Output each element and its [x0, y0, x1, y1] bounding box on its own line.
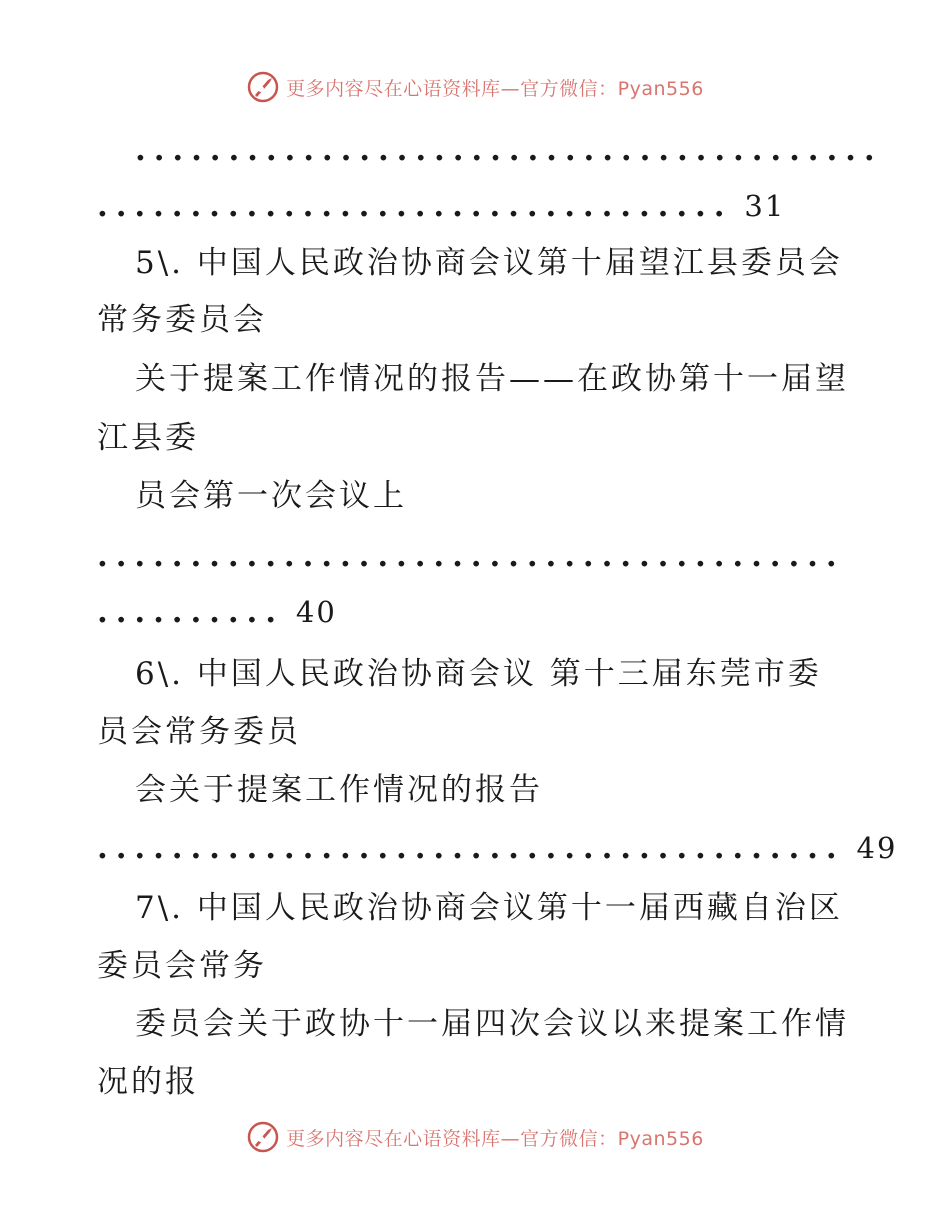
leader-dot: . — [265, 830, 276, 866]
leader-dot: . — [526, 188, 538, 224]
leader-dot: . — [414, 830, 426, 866]
leader-dot: . — [489, 830, 501, 866]
leader-dot: . — [769, 538, 781, 574]
leader-dot: . — [489, 188, 501, 224]
leader-dot: . — [564, 188, 575, 224]
toc-entry-title: 员会第一次会议上 — [135, 478, 407, 514]
leader-dot: . — [601, 538, 613, 574]
toc-leader-dots — [97, 592, 337, 632]
leader-dot: . — [470, 830, 482, 866]
toc-leader-dots — [97, 536, 845, 576]
leader-dot: . — [302, 538, 314, 574]
leader-dot: . — [433, 538, 445, 574]
leader-dot: . — [415, 132, 427, 168]
toc-entry-title: 员会常务委员 — [97, 714, 301, 750]
toc-entry-title: 况的报 — [97, 1064, 199, 1100]
leader-dot: . — [807, 538, 818, 574]
leader-dot: . — [732, 538, 744, 574]
leader-dot: . — [284, 132, 296, 168]
leader-dot: . — [396, 188, 407, 224]
leader-dot: . — [171, 188, 183, 224]
leader-dot: . — [713, 830, 725, 866]
leader-dot: . — [115, 830, 127, 866]
leader-dot: . — [733, 132, 744, 168]
leader-dot: . — [191, 132, 202, 168]
leader-dot: . — [788, 538, 800, 574]
leader-dot: . — [638, 830, 650, 866]
leader-dot: . — [283, 830, 295, 866]
leader-dot: . — [265, 132, 277, 168]
leader-dot: . — [638, 188, 650, 224]
leader-dot: . — [471, 132, 483, 168]
leader-dot: . — [246, 594, 258, 630]
toc-page-number: 31 — [744, 189, 786, 223]
leader-dot: . — [265, 188, 276, 224]
leader-dot: . — [582, 830, 594, 866]
leader-dot: . — [171, 538, 183, 574]
leader-dot: . — [583, 132, 595, 168]
leader-dot: . — [845, 132, 856, 168]
leader-dot: . — [209, 188, 220, 224]
leader-dot: . — [265, 594, 276, 630]
leader-dot: . — [209, 830, 220, 866]
leader-dot: . — [134, 594, 146, 630]
toc-entry-title: 7\. 中国人民政治协商会议第十一届西藏自治区 — [135, 890, 843, 926]
leader-dot: . — [209, 538, 220, 574]
leader-dot: . — [283, 188, 295, 224]
toc-page-number: 40 — [295, 595, 337, 629]
leader-dot: . — [265, 538, 276, 574]
toc-leader-dots — [135, 130, 883, 170]
leader-dot: . — [303, 132, 314, 168]
leader-dot: . — [546, 132, 557, 168]
leader-dot: . — [97, 830, 108, 866]
toc-page-number: 49 — [856, 831, 898, 865]
leader-dot: . — [115, 188, 127, 224]
leader-dot: . — [545, 188, 557, 224]
leader-dot: . — [639, 132, 651, 168]
leader-dot: . — [377, 538, 389, 574]
leader-dot: . — [826, 132, 838, 168]
leader-dot: . — [172, 132, 184, 168]
leader-dot: . — [153, 594, 164, 630]
footer-watermark — [0, 1120, 950, 1154]
leader-dot: . — [358, 538, 370, 574]
leader-dot: . — [97, 538, 108, 574]
leader-dot: . — [377, 830, 389, 866]
leader-dot: . — [751, 132, 763, 168]
leader-dot: . — [527, 132, 539, 168]
leader-dot: . — [134, 538, 146, 574]
leader-dot: . — [321, 538, 333, 574]
leader-dot: . — [339, 538, 351, 574]
leader-dot: . — [246, 188, 258, 224]
leader-dot: . — [508, 538, 519, 574]
toc-entry-title: 关于提案工作情况的报告——在政协第十一届望 — [135, 361, 849, 397]
leader-dot: . — [564, 538, 575, 574]
leader-dot: . — [713, 188, 725, 224]
toc-entry-title: 委员会关于政协十一届四次会议以来提案工作情 — [135, 1006, 849, 1042]
leader-dot: . — [769, 830, 781, 866]
leader-dot: . — [545, 830, 557, 866]
leader-dot: . — [190, 188, 202, 224]
toc-entry-title: 常务委员会 — [97, 302, 267, 338]
leader-dot: . — [470, 188, 482, 224]
leader-dot: . — [153, 538, 164, 574]
toc-entry-title: 会关于提案工作情况的报告 — [135, 772, 543, 808]
leader-dot: . — [789, 132, 800, 168]
leader-dot: . — [377, 132, 389, 168]
leader-dot: . — [863, 132, 875, 168]
toc-entry-title: 江县委 — [97, 420, 199, 456]
leader-dot: . — [190, 594, 202, 630]
leader-dot: . — [676, 188, 688, 224]
leader-dot: . — [228, 132, 240, 168]
leader-dot: . — [508, 188, 519, 224]
leader-dot: . — [340, 132, 352, 168]
leader-dot: . — [321, 132, 333, 168]
leader-dot: . — [246, 538, 258, 574]
toc-leader-dots — [97, 186, 785, 226]
leader-dot: . — [190, 538, 202, 574]
leader-dot: . — [602, 132, 613, 168]
leader-dot: . — [321, 830, 333, 866]
leader-dot: . — [115, 538, 127, 574]
leader-dot: . — [396, 538, 407, 574]
leader-dot: . — [135, 132, 146, 168]
leader-dot: . — [658, 132, 670, 168]
leader-dot: . — [246, 830, 258, 866]
leader-dot: . — [601, 830, 613, 866]
leader-dot: . — [695, 538, 706, 574]
leader-dot: . — [209, 132, 221, 168]
leader-dot: . — [657, 538, 669, 574]
leader-dot: . — [601, 188, 613, 224]
leader-dot: . — [807, 132, 819, 168]
leader-dot: . — [302, 188, 314, 224]
leader-dot: . — [414, 188, 426, 224]
leader-dot: . — [434, 132, 445, 168]
leader-dot: . — [134, 830, 146, 866]
leader-dot: . — [247, 132, 258, 168]
leader-dot: . — [227, 188, 239, 224]
leader-dot: . — [97, 594, 108, 630]
toc-entry-title: 委员会常务 — [97, 948, 267, 984]
leader-dot: . — [452, 132, 464, 168]
leader-dot: . — [770, 132, 782, 168]
leader-dot: . — [657, 188, 669, 224]
leader-dot: . — [714, 132, 726, 168]
leader-dot: . — [227, 830, 239, 866]
watermark-text: 更多内容尽在心语资料库—官方微信：Pyan556 — [286, 1127, 704, 1150]
leader-dot: . — [227, 538, 239, 574]
leader-dot: . — [396, 830, 407, 866]
leader-dot: . — [433, 188, 445, 224]
leader-dot: . — [825, 830, 837, 866]
leader-dot: . — [302, 830, 314, 866]
leader-dot: . — [732, 830, 744, 866]
leader-dot: . — [657, 830, 669, 866]
leader-dot: . — [713, 538, 725, 574]
leader-dot: . — [582, 538, 594, 574]
leader-dot: . — [359, 132, 371, 168]
leader-dot: . — [153, 830, 164, 866]
leader-dot: . — [358, 830, 370, 866]
leader-dot: . — [283, 538, 295, 574]
leader-dot: . — [564, 132, 576, 168]
leader-dot: . — [695, 830, 706, 866]
leader-dot: . — [751, 830, 762, 866]
leader-dot: . — [227, 594, 239, 630]
leader-dot: . — [396, 132, 408, 168]
quill-logo-icon — [246, 1120, 280, 1154]
leader-dot: . — [695, 188, 706, 224]
leader-dot: . — [526, 538, 538, 574]
leader-dot: . — [526, 830, 538, 866]
leader-dot: . — [452, 538, 463, 574]
leader-dot: . — [339, 830, 351, 866]
leader-dot: . — [676, 538, 688, 574]
leader-dot: . — [620, 830, 632, 866]
leader-dot: . — [171, 830, 183, 866]
leader-dot: . — [508, 830, 519, 866]
leader-dot: . — [190, 830, 202, 866]
leader-dot: . — [414, 538, 426, 574]
toc-entry-title: 6\. 中国人民政治协商会议 第十三届东莞市委 — [135, 656, 822, 692]
leader-dot: . — [134, 188, 146, 224]
leader-dot: . — [676, 830, 688, 866]
leader-dot: . — [321, 188, 333, 224]
leader-dot: . — [807, 830, 818, 866]
leader-dot: . — [695, 132, 707, 168]
leader-dot: . — [358, 188, 370, 224]
toc-entry-title: 5\. 中国人民政治协商会议第十届望江县委员会 — [135, 245, 843, 281]
leader-dot: . — [825, 538, 837, 574]
leader-dot: . — [620, 132, 632, 168]
leader-dot: . — [339, 188, 351, 224]
leader-dot: . — [620, 538, 632, 574]
leader-dot: . — [452, 188, 463, 224]
leader-dot: . — [751, 538, 762, 574]
leader-dot: . — [153, 188, 164, 224]
leader-dot: . — [489, 538, 501, 574]
leader-dot: . — [470, 538, 482, 574]
leader-dot: . — [788, 830, 800, 866]
leader-dot: . — [377, 188, 389, 224]
leader-dot: . — [676, 132, 688, 168]
leader-dot: . — [153, 132, 165, 168]
watermark-text: 更多内容尽在心语资料库—官方微信：Pyan556 — [286, 77, 704, 100]
leader-dot: . — [564, 830, 575, 866]
leader-dot: . — [209, 594, 220, 630]
toc-leader-dots — [97, 828, 897, 868]
leader-dot: . — [171, 594, 183, 630]
leader-dot: . — [582, 188, 594, 224]
leader-dot: . — [433, 830, 445, 866]
leader-dot: . — [452, 830, 463, 866]
leader-dot: . — [508, 132, 520, 168]
leader-dot: . — [97, 188, 108, 224]
leader-dot: . — [620, 188, 632, 224]
leader-dot: . — [545, 538, 557, 574]
leader-dot: . — [490, 132, 501, 168]
leader-dot: . — [115, 594, 127, 630]
leader-dot: . — [638, 538, 650, 574]
